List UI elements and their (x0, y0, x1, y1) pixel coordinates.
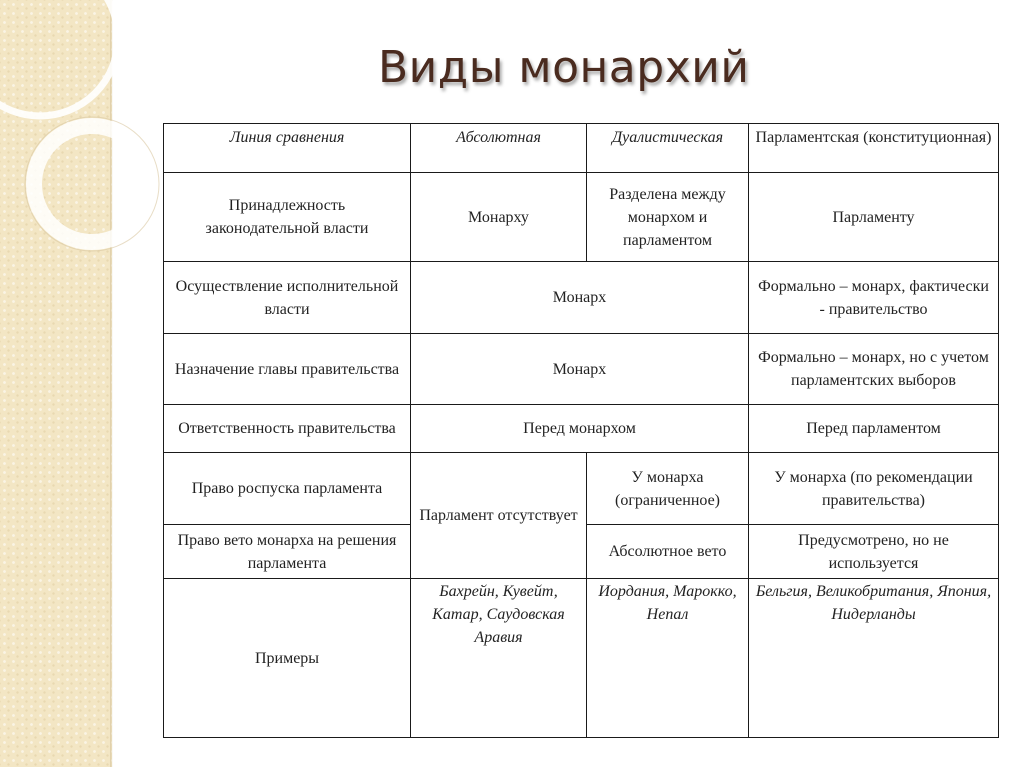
header-criterion: Линия сравнения (164, 124, 411, 173)
row-criterion-executive: Осуществление исполнительной власти (164, 262, 411, 334)
table-row (164, 405, 999, 453)
cell-veto-dualistic: Абсолютное вето (587, 525, 749, 579)
table-header-row (164, 124, 999, 173)
table-row (164, 262, 999, 334)
cell-head-appointment-absolute-dualistic: Монарх (411, 334, 749, 405)
row-criterion-legislative: Принадлежность законодательной власти (164, 173, 411, 262)
decorative-ring-top (0, 0, 118, 116)
cell-dissolution-veto-absolute: Парламент отсутствует (411, 453, 587, 579)
cell-dissolution-dualistic: У монарха (ограниченное) (587, 453, 749, 525)
cell-executive-parliamentary: Формально – монарх, фактически - правительство (749, 262, 999, 334)
row-criterion-head-appointment: Назначение главы правительства (164, 334, 411, 405)
cell-examples-dualistic: Иордания, Марокко, Непал (587, 579, 749, 738)
cell-veto-parliamentary: Предусмотрено, но не используется (749, 525, 999, 579)
row-criterion-examples: Примеры (164, 579, 411, 738)
table-row (164, 453, 999, 525)
cell-examples-parliamentary: Бельгия, Великобритания, Япония, Нидерланды (749, 579, 999, 738)
cell-responsibility-parliamentary: Перед парламентом (749, 405, 999, 453)
cell-legislative-absolute: Монарху (411, 173, 587, 262)
cell-legislative-parliamentary: Парламенту (749, 173, 999, 262)
row-criterion-responsibility: Ответственность правительства (164, 405, 411, 453)
cell-dissolution-parliamentary: У монарха (по рекомендации правительства) (749, 453, 999, 525)
header-dualistic: Дуалистическая (587, 124, 749, 173)
table-row (164, 579, 999, 738)
table-row (164, 173, 999, 262)
row-criterion-dissolution: Право роспуска парламента (164, 453, 411, 525)
cell-responsibility-absolute-dualistic: Перед монархом (411, 405, 749, 453)
decorative-rings (0, 0, 180, 260)
monarchy-comparison-table (163, 123, 999, 738)
decorative-ring-bottom (34, 126, 150, 242)
cell-legislative-dualistic: Разделена между монархом и парламентом (587, 173, 749, 262)
cell-executive-absolute-dualistic: Монарх (411, 262, 749, 334)
header-parliamentary: Парламентская (конституционная) (749, 124, 999, 173)
cell-examples-absolute: Бахрейн, Кувейт, Катар, Саудовская Аравия (411, 579, 587, 738)
page-title: Виды монархий (378, 42, 750, 93)
cell-head-appointment-parliamentary: Формально – монарх, но с учетом парламентских выборов (749, 334, 999, 405)
table-row (164, 334, 999, 405)
header-absolute: Абсолютная (411, 124, 587, 173)
decorative-ring-bottom-outline (25, 117, 159, 251)
row-criterion-veto: Право вето монарха на решения парламента (164, 525, 411, 579)
